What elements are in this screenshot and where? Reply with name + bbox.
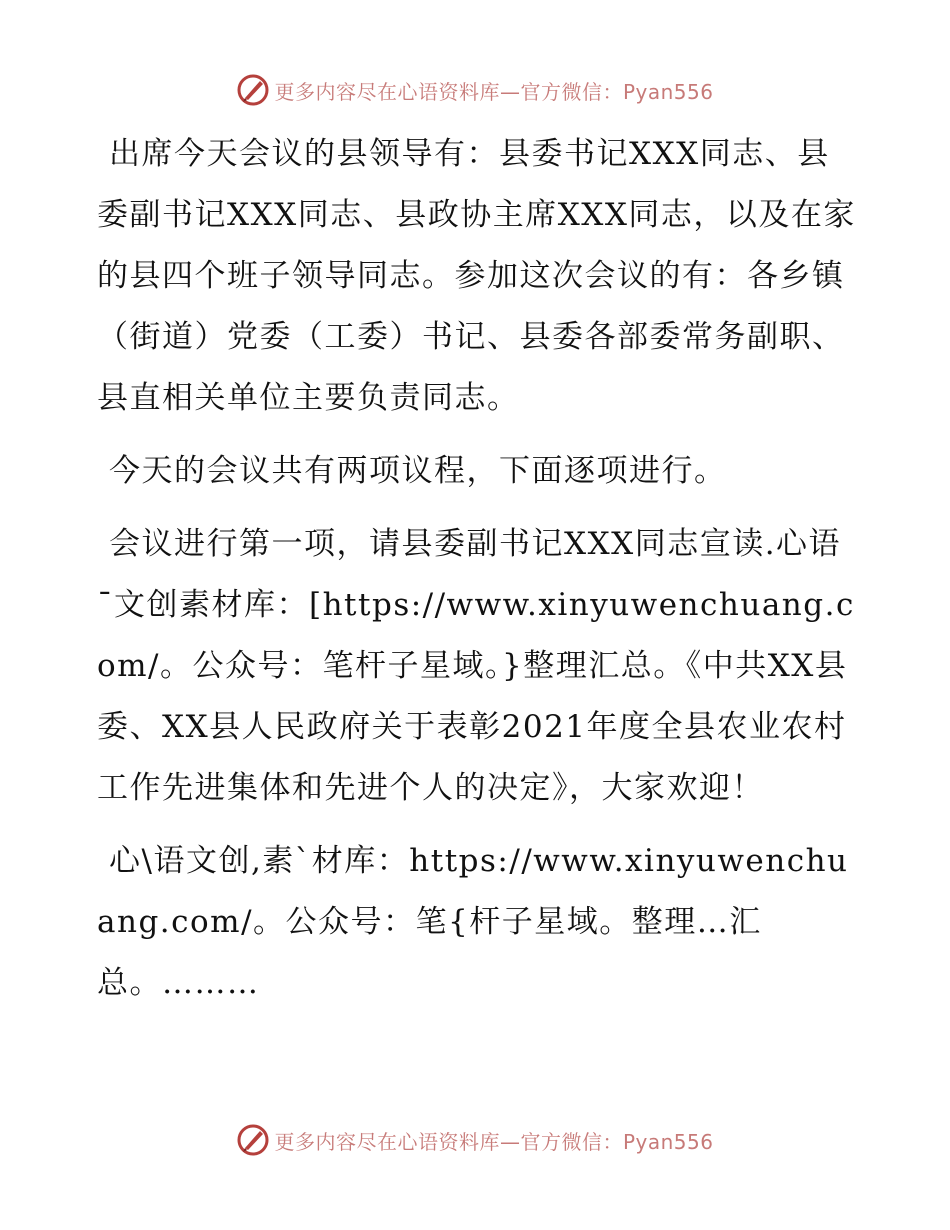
paragraph-agenda: 今天的会议共有两项议程，下面逐项进行。	[109, 453, 727, 489]
footer-watermark	[0, 1122, 950, 1158]
header-watermark	[0, 72, 950, 108]
paragraph-item-one: 会议进行第一项，请县委副书记XXX同志宣读.心语¯文创素材库：[https://www.xinyuwenchuang.com/。公众号：笔杆子星域。}整理汇总。《中共XX县委、XX县人民政府关于表彰2021年度全县农业农村工作先进集体和先进个人的决定》，大家欢迎！	[97, 526, 855, 806]
paragraph-attendees: 出席今天会议的县领导有：县委书记XXX同志、县委副书记XXX同志、县政协主席XXX同志，以及在家的县四个班子领导同志。参加这次会议的有：各乡镇（街道）党委（工委）书记、县委各部委常务副职、县直相关单位主要负责同志。	[97, 136, 856, 416]
document-body	[97, 124, 857, 1026]
footer-watermark-text: 更多内容尽在心语资料库—官方微信：Pyan556	[274, 1129, 714, 1154]
header-watermark-text: 更多内容尽在心语资料库—官方微信：Pyan556	[274, 79, 714, 104]
quill-pen-logo-icon	[236, 1123, 270, 1157]
paragraph-source-note: 心\语文创,素`材库：https://www.xinyuwenchuang.com/。公众号：笔{杆子星域。整理…汇总。………	[97, 843, 849, 1001]
quill-pen-logo-icon	[236, 73, 270, 107]
